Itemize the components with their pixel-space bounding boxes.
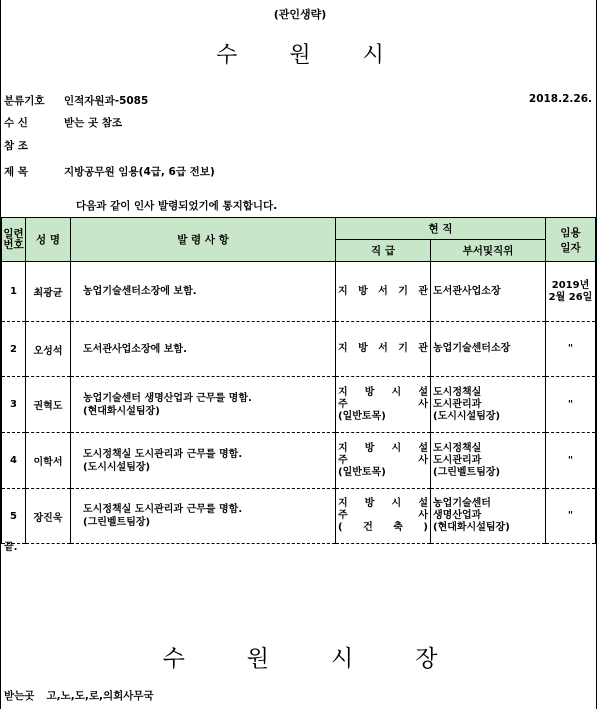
current-rank: 지 방 시 설 주 사 (일반토목) [336, 433, 431, 489]
signature-char: 수 [162, 646, 185, 672]
appointment-date: " [546, 433, 596, 489]
subject-row [4, 164, 215, 179]
appointment-date: 2019년 2월 26일 [546, 262, 596, 322]
current-department: 도서관사업소장 [431, 262, 546, 322]
appointment-detail: 도시정책실 도시관리과 근무를 명함. (그린벨트팀장) [71, 489, 336, 544]
person-name: 이학서 [26, 433, 71, 489]
header-serial-number: 일련 번호 [2, 218, 26, 262]
recipient-row [4, 115, 122, 130]
table-row [2, 262, 596, 322]
end-mark: 끝. [4, 542, 18, 553]
org-title-char: 시 [362, 43, 384, 68]
table-row [2, 322, 596, 377]
signature-char: 원 [246, 646, 269, 672]
receivers-value: 고,노,도,로,의회사무국 [46, 690, 154, 702]
recipient-label: 수 신 [4, 117, 28, 129]
header-rank: 직 급 [336, 240, 431, 262]
reference-label: 참 조 [4, 140, 28, 152]
receivers-label: 받는곳 [4, 690, 35, 702]
classification-label: 분류기호 [4, 95, 45, 107]
signature-char: 시 [331, 646, 354, 672]
signature-char: 장 [415, 646, 438, 672]
appointment-detail: 도시정책실 도시관리과 근무를 명함. (도시시설팀장) [71, 433, 336, 489]
current-department: 농업기술센터소장 [431, 322, 546, 377]
person-name: 최광균 [26, 262, 71, 322]
table-row [2, 433, 596, 489]
seal-omitted-notice: (관인생략) [273, 8, 327, 21]
appointment-table [1, 217, 596, 544]
recipient-value: 받는 곳 참조 [64, 117, 123, 129]
current-rank: 지 방 서 기 관 [336, 262, 431, 322]
table-row [2, 377, 596, 433]
classification-value: 인적자원과-5085 [64, 95, 149, 107]
subject-label: 제 목 [4, 166, 28, 178]
current-rank: 지 방 시 설 주 사 (일반토목) [336, 377, 431, 433]
table-row [2, 489, 596, 544]
header-appointment-date: 임용 일자 [546, 218, 596, 262]
right-border-line [596, 0, 597, 709]
reference-row [4, 138, 64, 153]
current-rank: 지 방 시 설 주 사 ( 건 축 ) [336, 489, 431, 544]
appointment-detail: 농업기술센터 생명산업과 근무를 명함. (현대화시설팀장) [71, 377, 336, 433]
issuing-organization-title [0, 38, 600, 69]
person-name: 권혁도 [26, 377, 71, 433]
mayor-signature-title [0, 640, 600, 673]
current-rank: 지 방 서 기 관 [336, 322, 431, 377]
current-department: 도시정책실 도시관리과 (도시시설팀장) [431, 377, 546, 433]
receivers-row [4, 688, 154, 703]
subject-value: 지방공무원 임용(4급, 6급 전보) [64, 166, 215, 178]
appointment-date: " [546, 322, 596, 377]
row-number: 2 [2, 322, 26, 377]
header-department: 부서및직위 [431, 240, 546, 262]
classification-row [4, 93, 148, 108]
person-name: 장진욱 [26, 489, 71, 544]
header-name: 성 명 [26, 218, 71, 262]
org-title-char: 수 [216, 43, 238, 68]
appointment-detail: 농업기술센터소장에 보함. [71, 262, 336, 322]
row-number: 4 [2, 433, 26, 489]
header-appointment: 발 령 사 항 [71, 218, 336, 262]
org-title-char: 원 [289, 43, 311, 68]
current-department: 도시정책실 도시관리과 (그린벨트팀장) [431, 433, 546, 489]
person-name: 오성석 [26, 322, 71, 377]
appointment-date: " [546, 489, 596, 544]
header-current-position: 현 직 [336, 218, 546, 240]
appointment-date: " [546, 377, 596, 433]
intro-sentence: 다음과 같이 인사 발령되었기에 통지합니다. [76, 200, 278, 212]
current-department: 농업기술센터 생명산업과 (현대화시설팀장) [431, 489, 546, 544]
appointment-detail: 도서관사업소장에 보함. [71, 322, 336, 377]
row-number: 5 [2, 489, 26, 544]
row-number: 3 [2, 377, 26, 433]
row-number: 1 [2, 262, 26, 322]
document-date: 2018.2.26. [528, 93, 592, 105]
